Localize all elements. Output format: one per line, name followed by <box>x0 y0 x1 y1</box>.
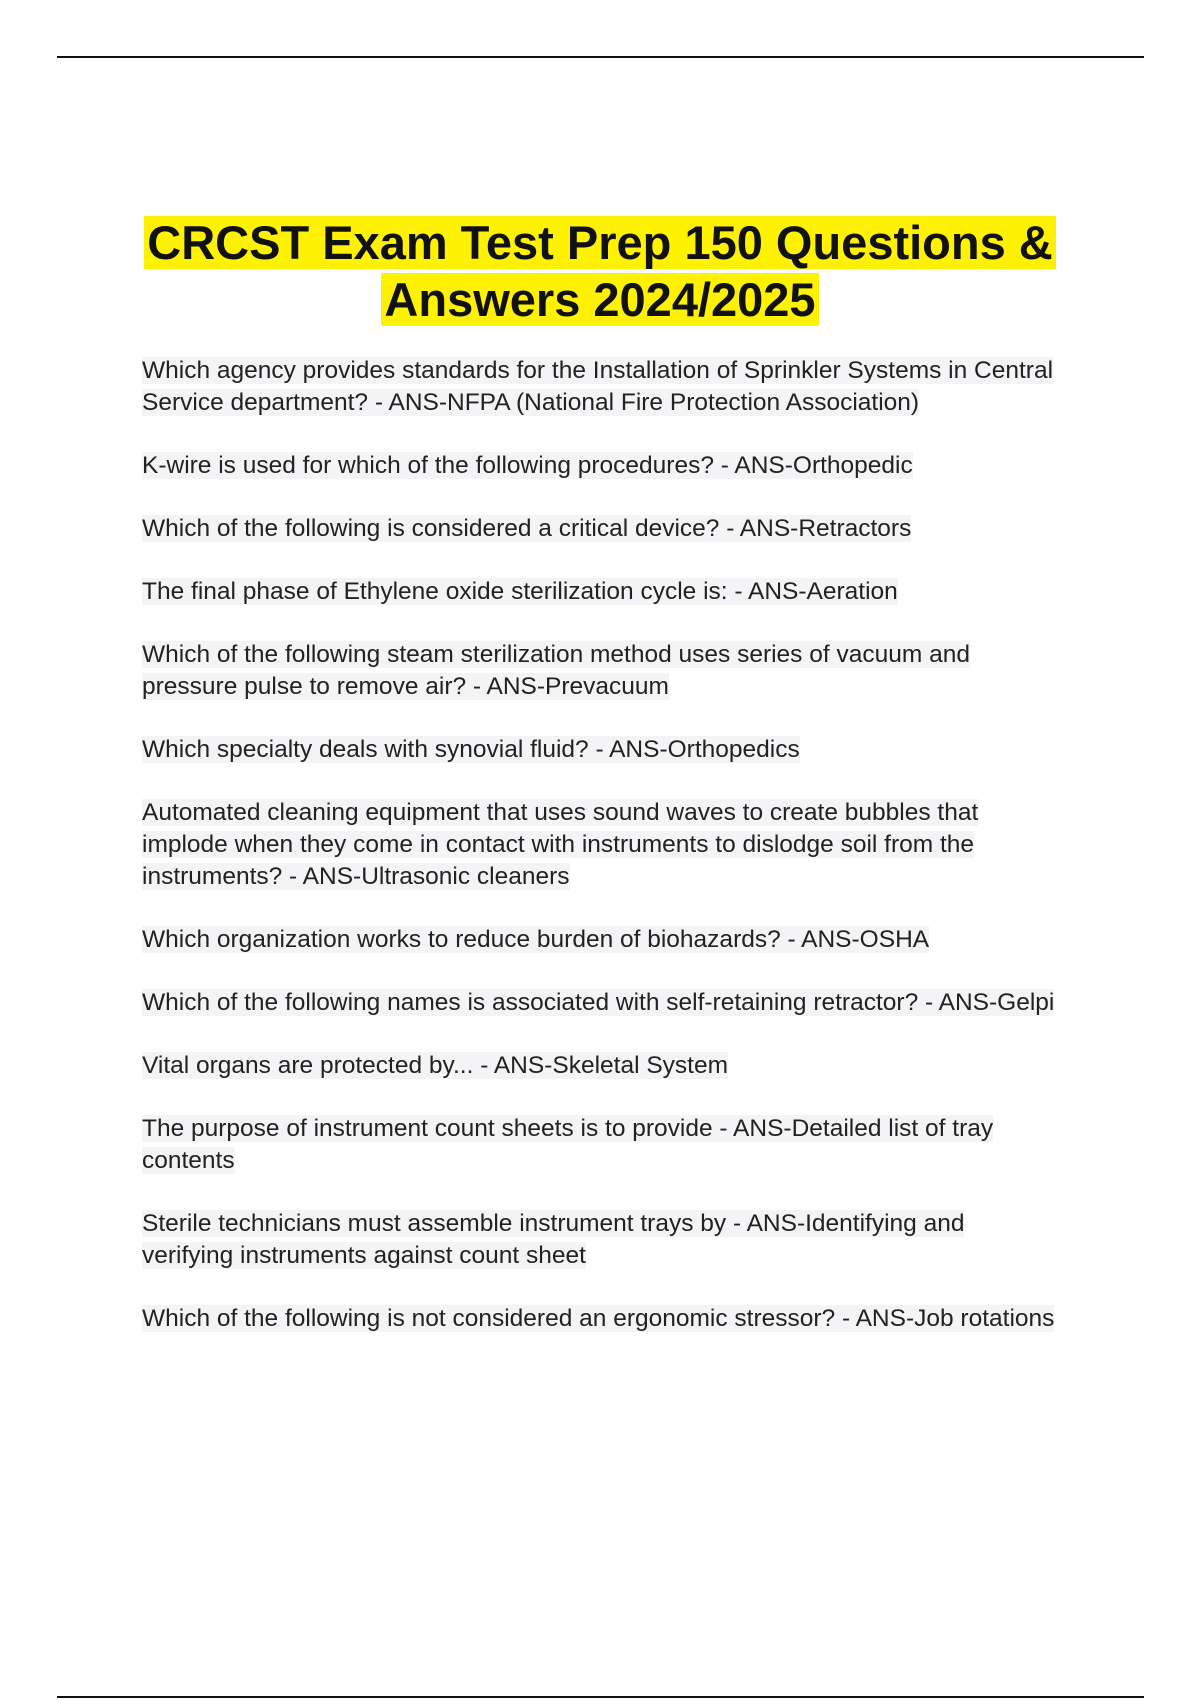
qa-item <box>142 734 1062 766</box>
qa-item <box>142 987 1062 1019</box>
qa-text: Which specialty deals with synovial fluid? - ANS-Orthopedics <box>142 736 800 763</box>
qa-text: Which organization works to reduce burden of biohazards? - ANS-OSHA <box>142 926 930 953</box>
qa-text: The final phase of Ethylene oxide sterilization cycle is: - ANS-Aeration <box>142 578 898 605</box>
qa-text: Vital organs are protected by... - ANS-Skeletal System <box>142 1052 729 1079</box>
qa-item <box>142 797 1062 893</box>
qa-item <box>142 1050 1062 1082</box>
question-answer-list <box>142 355 1062 1366</box>
qa-item <box>142 576 1062 608</box>
qa-text: Automated cleaning equipment that uses sound waves to create bubbles that implode when they come in contact with instruments to dislodge soil from the instruments? - ANS-Ultrasonic cleaners <box>142 799 979 890</box>
title-line-1: CRCST Exam Test Prep 150 Questions & <box>144 216 1055 269</box>
qa-item <box>142 1208 1062 1272</box>
qa-text: Which of the following is not considered an ergonomic stressor? - ANS-Job rotations <box>142 1305 1055 1332</box>
qa-item <box>142 513 1062 545</box>
qa-item <box>142 1113 1062 1177</box>
qa-item <box>142 1303 1062 1335</box>
qa-item <box>142 355 1062 419</box>
qa-text: Which of the following steam sterilization method uses series of vacuum and pressure pulse to remove air? - ANS-Prevacuum <box>142 641 970 700</box>
qa-item <box>142 639 1062 703</box>
qa-text: The purpose of instrument count sheets is to provide - ANS-Detailed list of tray contents <box>142 1115 994 1174</box>
qa-text: Which of the following is considered a critical device? - ANS-Retractors <box>142 515 912 542</box>
qa-text: K-wire is used for which of the following procedures? - ANS-Orthopedic <box>142 452 913 479</box>
qa-text: Which agency provides standards for the Installation of Sprinkler Systems in Central Service department? - ANS-NFPA (National Fire Protection Association) <box>142 357 1054 416</box>
qa-item <box>142 924 1062 956</box>
document-title <box>140 214 1060 328</box>
qa-text: Which of the following names is associated with self-retaining retractor? - ANS-Gelpi <box>142 989 1055 1016</box>
qa-text: Sterile technicians must assemble instrument trays by - ANS-Identifying and verifying instruments against count sheet <box>142 1210 965 1269</box>
qa-item <box>142 450 1062 482</box>
title-line-2: Answers 2024/2025 <box>381 273 818 326</box>
top-rule <box>57 56 1144 58</box>
bottom-rule <box>57 1696 1144 1698</box>
